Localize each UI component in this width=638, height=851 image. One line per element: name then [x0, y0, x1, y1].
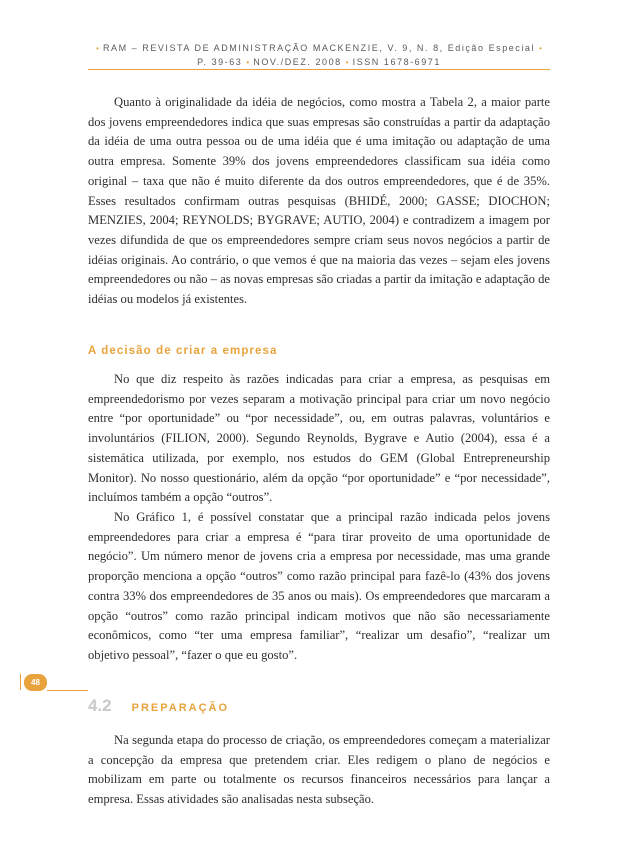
- section-number: 4.2: [88, 696, 112, 715]
- paragraph-motivation: No que diz respeito às razões indicadas para criar a empresa, as pesquisas em empreendedorismo por vezes separam a motivação principal para criar um novo negócio entre “por oportunidade” ou “por necessidade”, ou, em outras palavras, voluntários e involuntários (FILION, 2000). Segundo Reynolds, Bygrave e Autio (2004), essa é a sistemática utilizada, por exemplo, nos estudos do GEM (Global Entrepreneurship Monitor). No nosso questionário, além da opção “por oportunidade” e “por necessidade”, incluímos também a opção “outros”.: [88, 372, 550, 505]
- paragraph-graph-analysis: No Gráfico 1, é possível constatar que a principal razão indicada pelos jovens empreendedores para criar a empresa é “para tirar proveito de uma oportunidade de negócio”. Um número menor de jovens cria a empresa por necessidade, mas uma grande proporção menciona a opção “outros” como razão principal para fazê-lo (43% dos jovens contra 33% dos empreendedores de 35 anos ou mais). Os empreendedores que marcaram a opção “outros” como razão principal indicam motivos que não são necessariamente econômicos, como “ter uma empresa familiar”, “realizar um desafio”, “realizar um objetivo pessoal”, “fazer o que eu gosto”.: [88, 510, 550, 662]
- section-heading: [88, 694, 229, 718]
- journal-title: RAM – REVISTA DE ADMINISTRAÇÃO MACKENZIE, V. 9, N. 8, Edição Especial: [102, 43, 536, 53]
- bullet-icon: •: [246, 58, 250, 67]
- section-divider: [47, 690, 88, 691]
- header-issn: ISSN 1678-6971: [352, 57, 441, 67]
- running-header-line-2: [88, 57, 550, 67]
- paragraph-originality: Quanto à originalidade da idéia de negócios, como mostra a Tabela 2, a maior parte dos jovens empreendedores indica que suas empresas são construídas a partir da adaptação da idéia de uma outra pessoa ou de uma idéia que é uma imitação ou adaptação de uma outra empresa. Somente 39% dos jovens empreendedores classificam sua idéia como original – taxa que não é muito diferente da dos outros empreendedores, que é de 35%. Esses resultados confirmam outras pesquisas (BHIDÉ, 2000; GASSE; DIOCHON; MENZIES, 2004; REYNOLDS; BYGRAVE; AUTIO, 2004) e contradizem a imagem por vezes difundida de que os empreendedores sempre criam seus novos negócios a partir de idéias originais. Ao contrário, o que vemos é que na maioria das vezes – sejam eles jovens empreendedores ou não – as novas empresas são criadas a partir da imitação e adaptação de idéias ou modelos já existentes.: [88, 95, 550, 307]
- running-header-line-1: [88, 43, 550, 53]
- header-divider: [88, 69, 550, 70]
- paragraph-preparation: Na segunda etapa do processo de criação, os empreendedores começam a materializar a concepção da empresa que pretendem criar. Eles redigem o plano de negócios e mobilizam em parte ou totalmente os recursos financeiros necessários para lançar a empresa. Essas atividades são analisadas nesta subseção.: [88, 733, 550, 807]
- header-pages: P. 39-63: [197, 57, 243, 67]
- header-date: NOV./DEZ. 2008: [253, 57, 342, 67]
- bullet-icon: •: [96, 44, 99, 53]
- bullet-icon: •: [345, 58, 349, 67]
- page-number-marker: [20, 674, 21, 690]
- subheading-decision: A decisão de criar a empresa: [88, 345, 278, 357]
- bullet-icon: •: [539, 44, 542, 53]
- page-number: 48: [24, 674, 47, 691]
- section-title: PREPARAÇÃO: [131, 702, 230, 714]
